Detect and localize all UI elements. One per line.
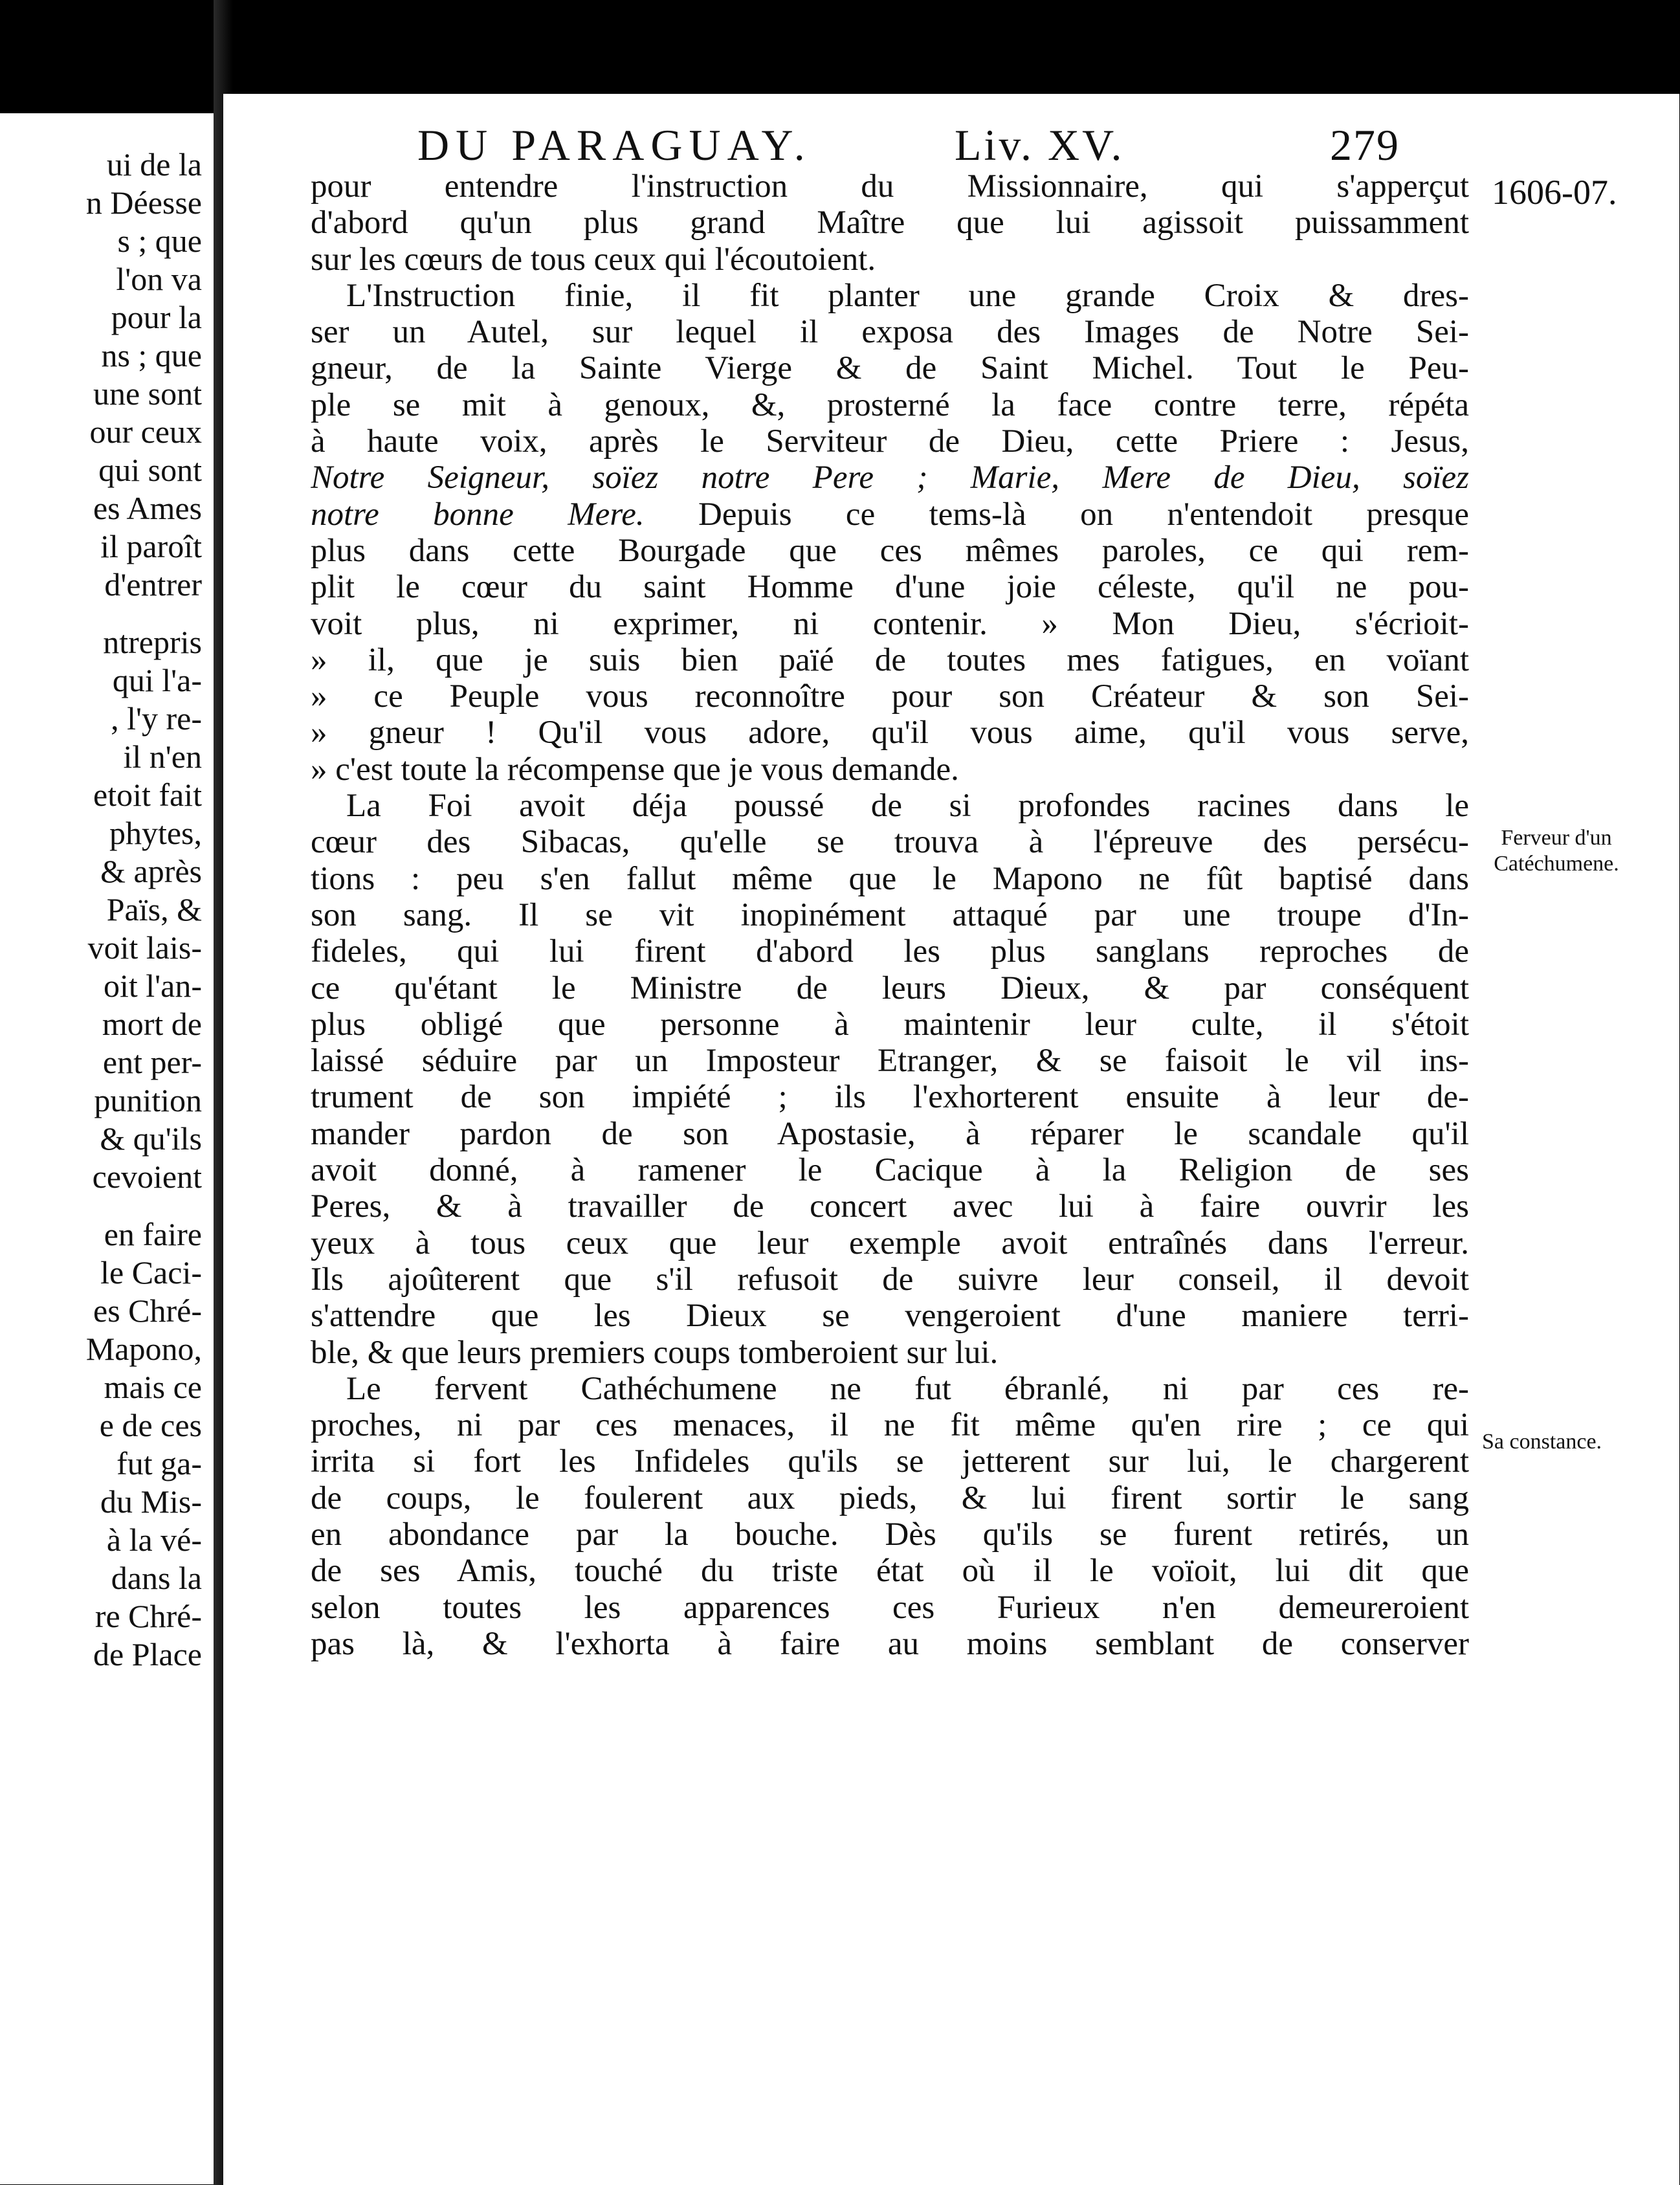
margin-note-ferveur	[1482, 825, 1631, 877]
fragment-line: qui sont	[98, 452, 202, 488]
text-line: L'Instruction finie, il fit planter une grande Croix & dres-	[346, 277, 1469, 314]
text-line: Notre Seigneur, soïez notre Pere ; Marie, Mere de Dieu, soïez	[311, 460, 1469, 496]
fragment-line: il n'en	[123, 738, 202, 775]
text-line: selon toutes les apparences ces Furieux n'en demeureroient	[311, 1589, 1469, 1626]
fragment-line: ntrepris	[103, 624, 202, 660]
text-line: plus dans cette Bourgade que ces mêmes paroles, ce qui rem-	[311, 532, 1469, 569]
text-line: trument de son impiété ; ils l'exhorterent ensuite à leur de-	[311, 1079, 1469, 1116]
text-line: plit le cœur du saint Homme d'une joie céleste, qu'il ne pou-	[311, 569, 1469, 606]
fragment-line: etoit fait	[93, 777, 202, 813]
fragment-line: Païs, &	[106, 891, 202, 927]
fragment-line: cevoient	[92, 1159, 202, 1195]
fragment-line: une sont	[93, 375, 202, 412]
fragment-line: dans la	[111, 1560, 202, 1596]
text-line: Peres, & à travailler de concert avec lui à faire ouvrir les	[311, 1188, 1469, 1225]
text-line: » gneur ! Qu'il vous adore, qu'il vous aime, qu'il vous serve,	[311, 715, 1469, 751]
text-line: plus obligé que personne à maintenir leur culte, il s'étoit	[311, 1006, 1469, 1043]
text-line: d'abord qu'un plus grand Maître que lui agissoit puissamment	[311, 205, 1469, 241]
fragment-line: qui l'a-	[112, 662, 202, 698]
margin-note-line: Ferveur d'un	[1501, 826, 1612, 850]
fragment-line: mais ce	[104, 1369, 202, 1405]
fragment-line: es Chré-	[93, 1292, 202, 1329]
fragment-line: re Chré-	[94, 1598, 202, 1634]
left-page-text	[86, 146, 202, 1674]
fragment-line	[86, 604, 202, 623]
fragment-line: n Déesse	[85, 184, 202, 221]
margin-note-line: Catéchumene.	[1494, 852, 1619, 876]
text-line: son sang. Il se vit inopinément attaqué par une troupe d'In-	[311, 896, 1469, 933]
text-line: » il, que je suis bien païé de toutes mes fatigues, en voïant	[311, 641, 1469, 678]
text-line: s'attendre que les Dieux se vengeroient d'une maniere terri-	[311, 1298, 1469, 1335]
text-line: ser un Autel, sur lequel il exposa des Images de Notre Sei-	[311, 314, 1469, 351]
text-line: tions : peu s'en fallut même que le Mapono ne fût baptisé dans	[311, 860, 1469, 897]
text-line: ce qu'étant le Ministre de leurs Dieux, & par conséquent	[311, 970, 1469, 1006]
fragment-line: fut ga-	[116, 1445, 202, 1481]
body-text	[311, 168, 1469, 1662]
fragment-line: es Ames	[93, 490, 202, 526]
fragment-line: our ceux	[89, 414, 202, 450]
text-line: voit plus, ni exprimer, ni contenir. » Mon Dieu, s'écrioit-	[311, 605, 1469, 642]
fragment-line: & après	[100, 853, 202, 889]
fragment-line: ent per-	[102, 1044, 202, 1080]
fragment-line: ns ; que	[101, 337, 202, 373]
text-line: Le fervent Cathéchumene ne fut ébranlé, ni par ces re-	[346, 1370, 1469, 1407]
text-line: avoit donné, à ramener le Cacique à la Religion de ses	[311, 1152, 1469, 1189]
text-line: mander pardon de son Apostasie, à réparer le scandale qu'il	[311, 1115, 1469, 1152]
text-line: gneur, de la Sainte Vierge & de Saint Michel. Tout le Peu-	[311, 350, 1469, 387]
text-line: pas là, & l'exhorta à faire au moins semblant de conserver	[311, 1625, 1469, 1662]
text-line: ple se mit à genoux, &, prosterné la face contre terre, répéta	[311, 386, 1469, 423]
fragment-line: d'entrer	[104, 566, 202, 603]
text-line: ble, & que leurs premiers coups tomberoient sur lui.	[311, 1334, 999, 1371]
text-line: laissé séduire par un Imposteur Etranger, & se faisoit le vil ins-	[311, 1043, 1469, 1080]
text-line: sur les cœurs de tous ceux qui l'écoutoient.	[311, 241, 876, 278]
fragment-line: pour la	[111, 299, 202, 335]
fragment-line	[86, 1196, 202, 1215]
text-line: de ses Amis, touché du triste état où il le voïoit, lui dit que	[311, 1553, 1469, 1590]
fragment-line: oit l'an-	[103, 968, 202, 1004]
fragment-line: , l'y re-	[111, 700, 202, 737]
text-line: yeux à tous ceux que leur exemple avoit entraînés dans l'erreur.	[311, 1225, 1469, 1261]
text-line: fideles, qui lui firent d'abord les plus sanglans reproches de	[311, 933, 1469, 970]
margin-year: 1606-07.	[1492, 173, 1617, 212]
page-number: 279	[1330, 120, 1400, 170]
fragment-line: ui de la	[106, 146, 202, 183]
fragment-line: l'on va	[116, 261, 202, 297]
fragment-line: phytes,	[109, 815, 202, 851]
fragment-line: il paroît	[100, 528, 202, 564]
fragment-line: & qu'ils	[100, 1120, 202, 1157]
text-line: La Foi avoit déja poussé de si profondes racines dans le	[346, 788, 1469, 825]
fragment-line: s ; que	[117, 223, 202, 259]
text-line: Ils ajoûterent que s'il refusoit de suivre leur conseil, il devoit	[311, 1261, 1469, 1298]
main-page	[223, 94, 1679, 2185]
fragment-line: punition	[94, 1082, 202, 1118]
fragment-line: en faire	[104, 1216, 202, 1252]
text-line: » ce Peuple vous reconnoître pour son Créateur & son Sei-	[311, 678, 1469, 715]
book-number: Liv. XV.	[955, 120, 1125, 170]
fragment-line: de Place	[93, 1636, 202, 1672]
text-line: à haute voix, après le Serviteur de Dieu, cette Priere : Jesus,	[311, 423, 1469, 460]
fragment-line: du Mis-	[100, 1483, 202, 1520]
left-page-fragment	[0, 113, 214, 2184]
text-line: cœur des Sibacas, qu'elle se trouva à l'épreuve des persécu-	[311, 824, 1469, 861]
margin-note-constance: Sa constance.	[1482, 1430, 1602, 1454]
fragment-line: le Caci-	[100, 1254, 202, 1291]
text-line: notre bonne Mere. Depuis ce tems-là on n'entendoit presque	[311, 496, 1469, 533]
text-line: » c'est toute la récompense que je vous demande.	[311, 751, 959, 788]
fragment-line: à la vé-	[106, 1522, 202, 1558]
text-line: en abondance par la bouche. Dès qu'ils se furent retirés, un	[311, 1516, 1469, 1553]
running-title: DU PARAGUAY.	[417, 120, 812, 170]
text-line: de coups, le foulerent aux pieds, & lui firent sortir le sang	[311, 1480, 1469, 1516]
text-line: proches, ni par ces menaces, il ne fit même qu'en rire ; ce qui	[311, 1407, 1469, 1444]
text-line: pour entendre l'instruction du Missionnaire, qui s'apperçut	[311, 168, 1469, 205]
fragment-line: Mapono,	[85, 1331, 202, 1367]
text-line: irrita si fort les Infideles qu'ils se jetterent sur lui, le chargerent	[311, 1443, 1469, 1480]
fragment-line: mort de	[102, 1006, 202, 1042]
fragment-line: e de ces	[99, 1407, 202, 1443]
fragment-line: voit lais-	[87, 929, 202, 966]
